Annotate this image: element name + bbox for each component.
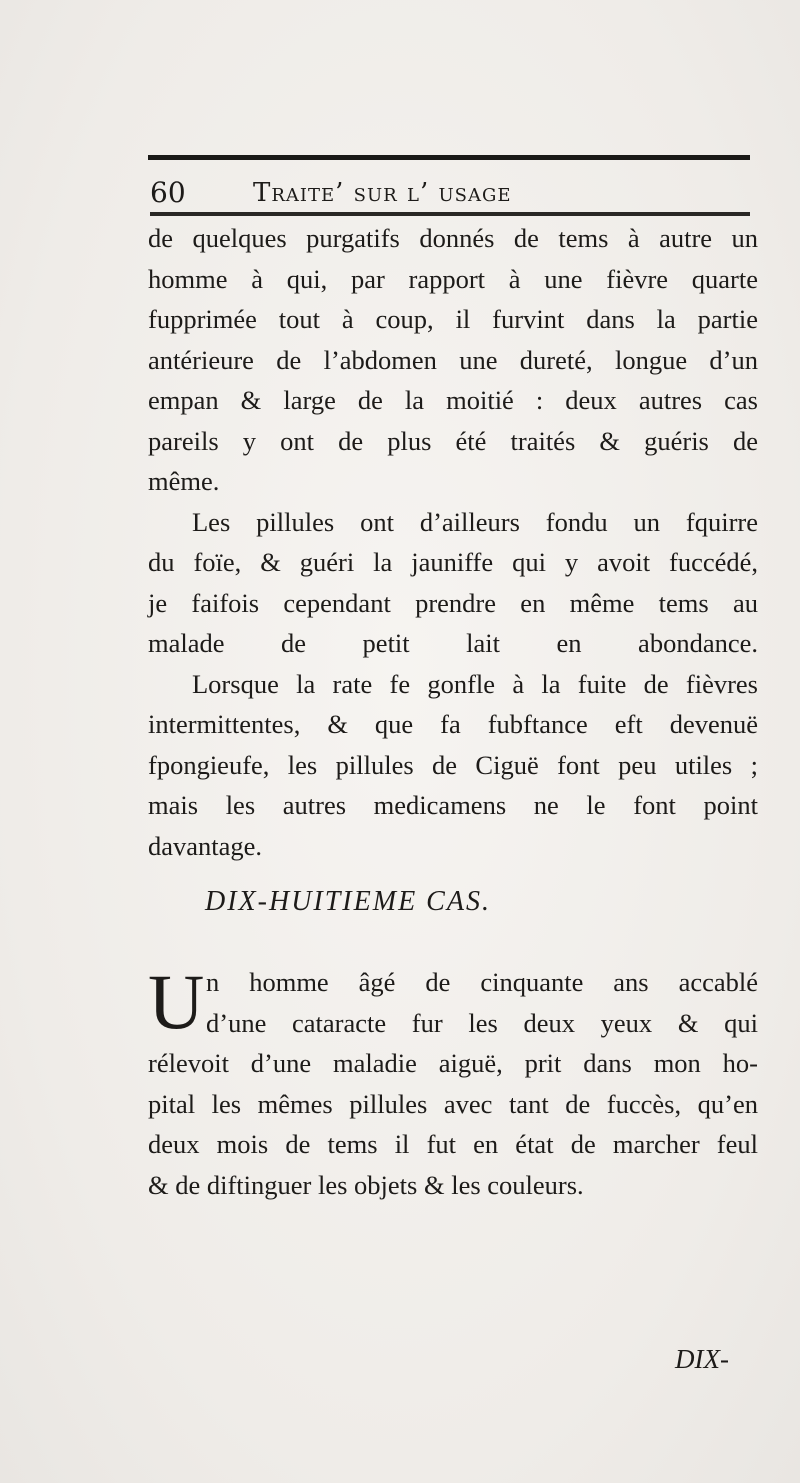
- text-line: même.: [148, 466, 220, 496]
- paragraph-1: [148, 218, 758, 502]
- text-line: & de diftinguer les objets & les couleurs.: [148, 1169, 584, 1200]
- paragraph-2: [148, 502, 758, 664]
- page-number: 60: [150, 176, 186, 209]
- header-rule-bottom: [150, 212, 750, 216]
- body-text: [148, 218, 758, 866]
- text-line: Les pillules ont d’ailleurs fondu un fquirre: [192, 506, 758, 537]
- running-title: Traite’ sur l’ usage: [253, 178, 512, 208]
- catchword: DIX-: [675, 1344, 729, 1374]
- case-paragraph: [148, 958, 758, 1205]
- running-header: [150, 176, 750, 210]
- text-line: mais les autres medicamens ne le font point: [148, 790, 758, 820]
- section-heading: DIX-HUITIEME CAS.: [205, 886, 491, 917]
- header-rule-top: [148, 155, 750, 160]
- text-line: davantage.: [148, 830, 263, 861]
- text-line: de quelques purgatifs donnés de tems à autre un: [148, 223, 758, 253]
- text-line: deux mois de tems il fut en état de marcher feul: [148, 1129, 758, 1159]
- text-line: intermittentes, & que fa fubftance eft devenuë: [148, 709, 758, 739]
- text-line: d’une cataracte fur les deux yeux & qui: [206, 1007, 758, 1038]
- text-line: Lorsque la rate fe gonfle à la fuite de fièvres: [192, 668, 758, 699]
- text-line: pital les mêmes pillules avec tant de fuccès, qu’en: [148, 1088, 758, 1119]
- text-line: malade de petit lait en abondance.: [148, 628, 758, 658]
- text-line: antérieure de l’abdomen une dureté, longue d’un: [148, 344, 758, 375]
- drop-capital: U: [148, 958, 205, 1045]
- paragraph-3: [148, 664, 758, 867]
- text-line: du foïe, & guéri la jauniffe qui y avoit fuccédé,: [148, 547, 758, 577]
- text-line: empan & large de la moitié : deux autres cas: [148, 385, 758, 415]
- text-line: fupprimée tout à coup, il furvint dans la partie: [148, 304, 758, 334]
- case-text: [148, 958, 758, 1205]
- text-line: je faifois cependant prendre en même tems au: [148, 587, 758, 618]
- text-line: rélevoit d’une maladie aiguë, prit dans mon ho-: [148, 1048, 758, 1078]
- text-line: n homme âgé de cinquante ans accablé: [206, 967, 758, 997]
- text-line: pareils y ont de plus été traités & guéris de: [148, 425, 758, 456]
- text-line: homme à qui, par rapport à une fièvre quarte: [148, 263, 758, 294]
- text-line: fpongieufe, les pillules de Ciguë font peu utiles ;: [148, 749, 758, 780]
